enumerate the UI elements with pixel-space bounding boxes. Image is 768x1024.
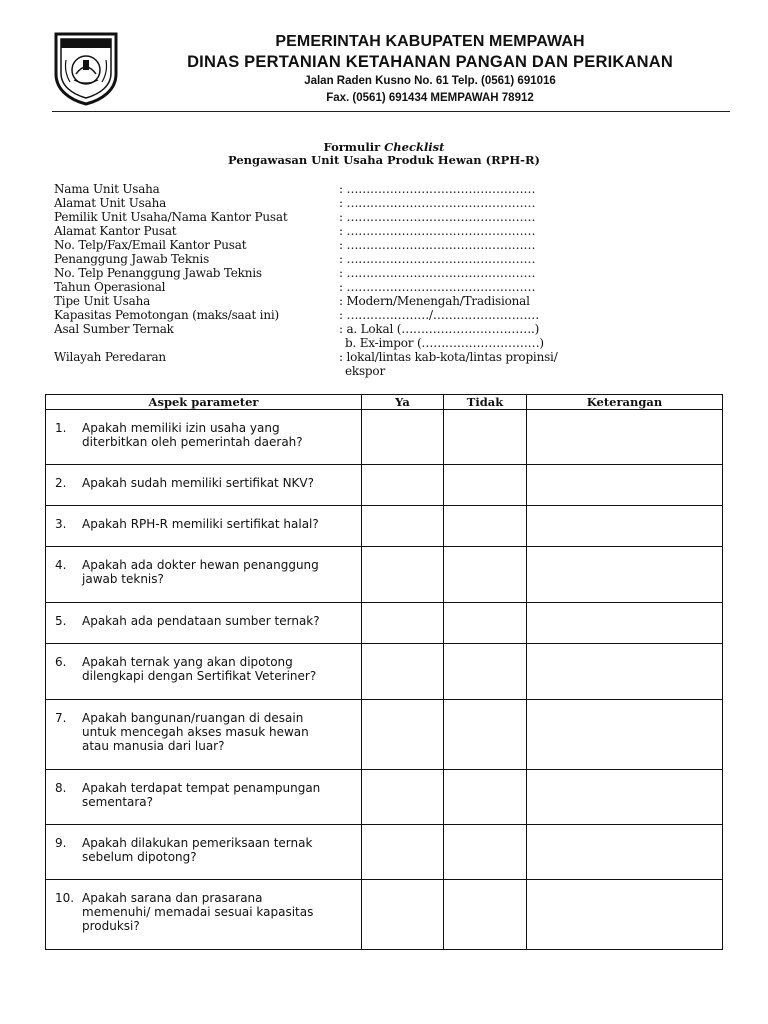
keterangan-cell[interactable] [527, 465, 723, 506]
tidak-cell[interactable] [444, 410, 527, 465]
ya-cell[interactable] [362, 770, 444, 825]
tidak-cell[interactable] [444, 603, 527, 644]
field-label: Kapasitas Pemotongan (maks/saat ini) [54, 308, 279, 322]
question-cell [46, 880, 362, 950]
field-value[interactable]: : ………………………………………… [339, 210, 536, 224]
question-text: Apakah RPH-R memiliki sertifikat halal? [82, 517, 319, 531]
keterangan-cell[interactable] [527, 825, 723, 880]
table-row [46, 410, 723, 465]
keterangan-cell[interactable] [527, 770, 723, 825]
question-text: Apakah dilakukan pemeriksaan ternak sebelum dipotong? [82, 836, 313, 864]
question-cell [46, 770, 362, 825]
letterhead-fax: Fax. (0561) 691434 MEMPAWAH 78912 [326, 92, 534, 104]
question-text: Apakah ada pendataan sumber ternak? [82, 614, 320, 628]
question-cell [46, 547, 362, 603]
field-label: Alamat Unit Usaha [54, 196, 167, 210]
letterhead-government: PEMERINTAH KABUPATEN MEMPAWAH [275, 33, 585, 50]
ya-cell[interactable] [362, 410, 444, 465]
question-cell [46, 506, 362, 547]
regency-seal-logo [52, 30, 120, 106]
tidak-cell[interactable] [444, 700, 527, 770]
field-row [54, 322, 744, 336]
field-row [54, 280, 744, 294]
ya-cell[interactable] [362, 825, 444, 880]
tidak-cell[interactable] [444, 880, 527, 950]
field-label: No. Telp Penanggung Jawab Teknis [54, 266, 262, 280]
question-cell [46, 603, 362, 644]
question-cell [46, 644, 362, 700]
field-value-continuation[interactable]: ekspor [345, 364, 385, 378]
question-text: Apakah ada dokter hewan penanggung jawab teknis? [82, 558, 319, 586]
question-number: 9. [55, 836, 67, 850]
field-row [54, 238, 744, 252]
ya-cell[interactable] [362, 465, 444, 506]
ya-cell[interactable] [362, 880, 444, 950]
form-title [0, 140, 768, 154]
checklist-table [45, 394, 723, 950]
field-value[interactable]: : ………………………………………… [339, 224, 536, 238]
question-number: 5. [55, 614, 67, 628]
field-row [54, 182, 744, 196]
table-row [46, 880, 723, 950]
question-text: Apakah terdapat tempat penampungan sementara? [82, 781, 321, 809]
field-label: Tipe Unit Usaha [54, 294, 151, 308]
question-number: 10. [55, 891, 75, 905]
question-number: 4. [55, 558, 67, 572]
question-text: Apakah sarana dan prasarana memenuhi/ memadai sesuai kapasitas produksi? [82, 891, 314, 933]
question-number: 2. [55, 476, 67, 490]
keterangan-cell[interactable] [527, 547, 723, 603]
field-row [54, 224, 744, 238]
question-cell [46, 825, 362, 880]
table-row [46, 770, 723, 825]
table-row [46, 603, 723, 644]
field-label: Nama Unit Usaha [54, 182, 160, 196]
ya-cell[interactable] [362, 700, 444, 770]
question-cell [46, 465, 362, 506]
question-text: Apakah memiliki izin usaha yang diterbitkan oleh pemerintah daerah? [82, 421, 303, 449]
field-row [54, 252, 744, 266]
table-row [46, 700, 723, 770]
field-value[interactable]: : …………………/……………………… [339, 308, 540, 322]
table-row [46, 547, 723, 603]
field-label: Pemilik Unit Usaha/Nama Kantor Pusat [54, 210, 288, 224]
field-value[interactable]: : ………………………………………… [339, 252, 536, 266]
question-text: Apakah ternak yang akan dipotong dilengkapi dengan Sertifikat Veteriner? [82, 655, 317, 683]
tidak-cell[interactable] [444, 465, 527, 506]
keterangan-cell[interactable] [527, 603, 723, 644]
field-row-continuation [54, 336, 744, 350]
form-subtitle: Pengawasan Unit Usaha Produk Hewan (RPH-R) [228, 153, 540, 167]
keterangan-cell[interactable] [527, 700, 723, 770]
tidak-cell[interactable] [444, 644, 527, 700]
field-row [54, 266, 744, 280]
field-label: Penanggung Jawab Teknis [54, 252, 210, 266]
header-ya: Ya [362, 395, 444, 410]
field-row-continuation [54, 364, 744, 378]
question-cell [46, 410, 362, 465]
table-row [46, 644, 723, 700]
field-value[interactable]: : ………………………………………… [339, 266, 536, 280]
field-value[interactable]: : ………………………………………… [339, 280, 536, 294]
letterhead-address: Jalan Raden Kusno No. 61 Telp. (0561) 691016 [304, 75, 556, 87]
header-keterangan: Keterangan [527, 395, 723, 410]
header-aspek: Aspek parameter [46, 395, 362, 410]
tidak-cell[interactable] [444, 825, 527, 880]
field-label: No. Telp/Fax/Email Kantor Pusat [54, 238, 247, 252]
question-number: 6. [55, 655, 67, 669]
letterhead-agency: DINAS PERTANIAN KETAHANAN PANGAN DAN PERIKANAN [187, 53, 673, 71]
tidak-cell[interactable] [444, 770, 527, 825]
form-title-italic: Checklist [384, 140, 445, 154]
question-cell [46, 700, 362, 770]
table-row [46, 825, 723, 880]
ya-cell[interactable] [362, 644, 444, 700]
keterangan-cell[interactable] [527, 410, 723, 465]
keterangan-cell[interactable] [527, 506, 723, 547]
field-value[interactable]: : lokal/lintas kab-kota/lintas propinsi/ [339, 350, 558, 364]
ya-cell[interactable] [362, 506, 444, 547]
checklist-body [46, 410, 723, 950]
table-header-row [46, 395, 723, 410]
info-fields [54, 182, 744, 378]
field-label: Wilayah Peredaran [54, 350, 166, 364]
table-row [46, 506, 723, 547]
question-number: 1. [55, 421, 67, 435]
question-number: 7. [55, 711, 67, 725]
ya-cell[interactable] [362, 547, 444, 603]
field-label: Alamat Kantor Pusat [54, 224, 177, 238]
field-row [54, 350, 744, 364]
field-value-continuation[interactable]: b. Ex-impor (…………………………) [345, 336, 544, 350]
field-label: Tahun Operasional [54, 280, 166, 294]
keterangan-cell[interactable] [527, 644, 723, 700]
field-label: Asal Sumber Ternak [54, 322, 174, 336]
header-tidak: Tidak [444, 395, 527, 410]
field-row [54, 210, 744, 224]
field-value[interactable]: : ………………………………………… [339, 238, 536, 252]
field-value[interactable]: : a. Lokal (…………………………….) [339, 322, 540, 336]
field-row [54, 196, 744, 210]
question-text: Apakah bangunan/ruangan di desain untuk mencegah akses masuk hewan atau manusia dari luar? [82, 711, 309, 753]
field-value[interactable]: : Modern/Menengah/Tradisional [339, 294, 530, 308]
question-text: Apakah sudah memiliki sertifikat NKV? [82, 476, 315, 490]
form-title-prefix: Formulir [323, 140, 385, 154]
question-number: 8. [55, 781, 67, 795]
tidak-cell[interactable] [444, 547, 527, 603]
letterhead-divider [52, 111, 730, 112]
field-row [54, 308, 744, 322]
field-row [54, 294, 744, 308]
tidak-cell[interactable] [444, 506, 527, 547]
keterangan-cell[interactable] [527, 880, 723, 950]
question-number: 3. [55, 517, 67, 531]
ya-cell[interactable] [362, 603, 444, 644]
field-value[interactable]: : ………………………………………… [339, 196, 536, 210]
field-value[interactable]: : ………………………………………… [339, 182, 536, 196]
table-row [46, 465, 723, 506]
